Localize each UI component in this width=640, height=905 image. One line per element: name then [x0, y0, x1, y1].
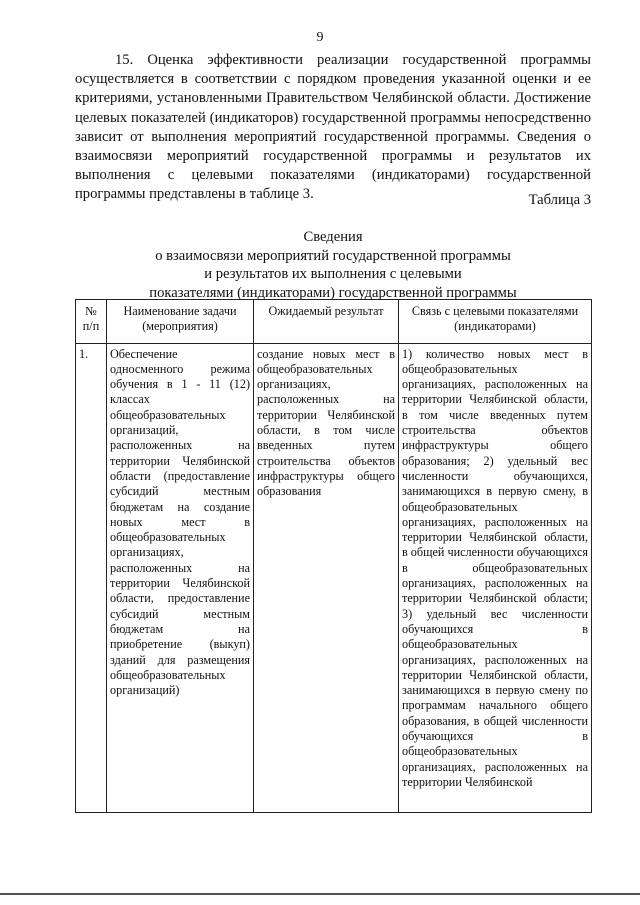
row-task-cell [107, 343, 254, 812]
header-result: Ожидаемый результат [254, 300, 399, 344]
intro-paragraph: 15. Оценка эффективности реализации государственной программы осуществляется в соответствии с порядком проведения указанной оценки и ее критериями, установленными Правительством Челябинской области. Достижение целевых показателей (индикаторов) государственной программы непосредственно зависит от выполнения мероприятий государственной программы. Сведения о взаимосвязи мероприятий государственной программы и результатов их выполнения с целевыми показателями (индикаторами) государственной программы представлены в таблице 3. [75, 52, 591, 203]
heading-line-2: о взаимосвязи мероприятий государственной программы [155, 247, 511, 264]
heading-line-4: показателями (индикаторами) государственной программы [149, 284, 517, 301]
row-num-cell [76, 343, 107, 812]
header-task: Наименование задачи (мероприятия) [107, 300, 254, 344]
program-table [75, 299, 592, 813]
heading-line-3: и результатов их выполнения с целевыми [204, 266, 462, 283]
row-task: Обеспечение односменного режима обучения в 1 - 11 (12) классах общеобразовательных организаций, расположенных на территории Челябинской области (предоставление субсидий местным бюджетам на создание новых мест в общеобразовательных организациях, расположенных на территории Челябинской области, предоставление субсидий местным бюджетам на приобретение (выкуп) зданий для размещения общеобразовательных организаций) [110, 346, 250, 698]
row-result: создание новых мест в общеобразовательных организациях, расположенных на территории Челябинской области, в том числе введенных путем строительства объектов инфраструктуры общего образования [257, 346, 395, 499]
row-indicators-cell [399, 343, 592, 812]
row-result-cell [254, 343, 399, 812]
table-row [76, 343, 592, 812]
heading-line-1: Сведения [303, 229, 363, 245]
row-num: 1. [79, 346, 89, 361]
page-number: 9 [316, 30, 324, 45]
row-indicators: 1) количество новых мест в общеобразовательных организациях, расположенных на территории Челябинской области, в том числе введенных путем строительства объектов инфраструктуры общего образования; 2) удельный вес численности обучающихся, занимающихся в первую смену, в общеобразовательных организациях, расположенных на территории Челябинской области, в общей численности обучающихся в общеобразовательных организациях, расположенных на территории Челябинской области; 3) удельный вес численности обучающихся в общеобразовательных организациях, расположенных на территории Челябинской области, занимающихся в первую смену по программам начального общего образования, в общей численности обучающихся в общеобразовательных организациях, расположенных на территории Челябинской [402, 346, 588, 789]
header-num: № п/п [76, 300, 107, 344]
scan-edge-rule [0, 893, 640, 895]
table-caption: Таблица 3 [528, 192, 591, 208]
header-indicators: Связь с целевыми показателями (индикаторами) [399, 300, 592, 344]
table-heading [75, 228, 591, 302]
table-header-row [76, 300, 592, 344]
